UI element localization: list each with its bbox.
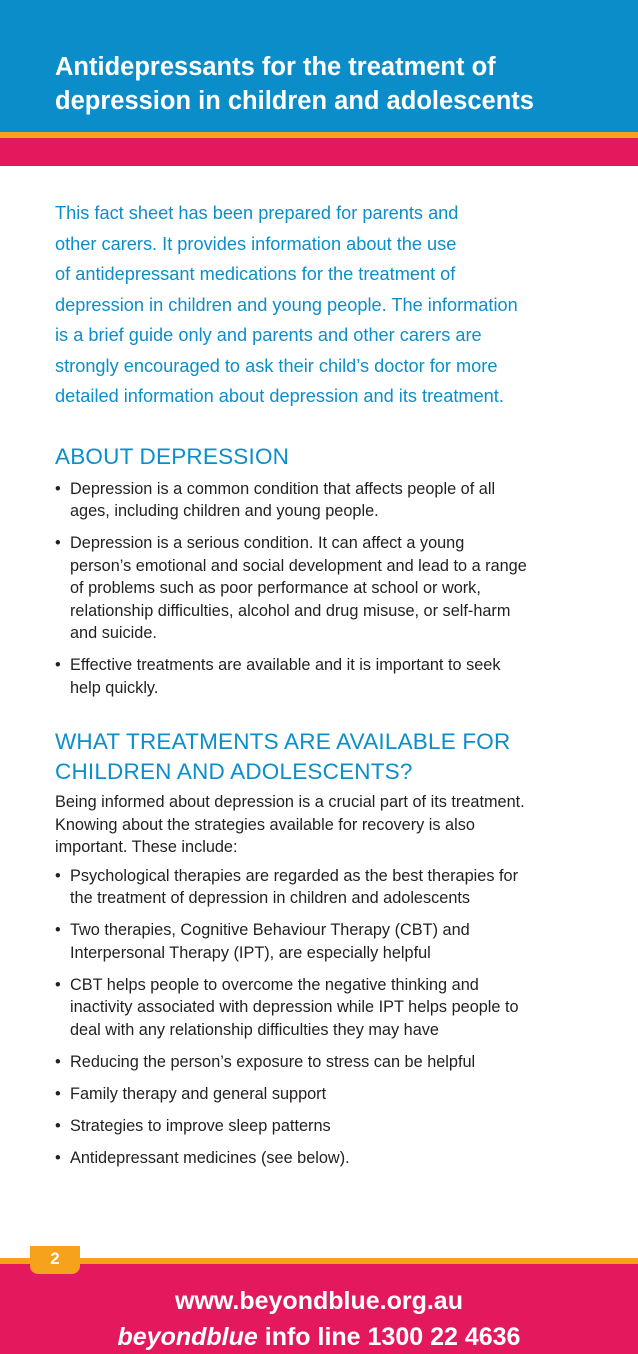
- list-item: • Strategies to improve sleep patterns: [55, 1115, 600, 1138]
- website-link[interactable]: www.beyondblue.org.au: [175, 1287, 463, 1315]
- info-line: [0, 1322, 638, 1352]
- header-banner: [0, 0, 638, 132]
- list-item: • Reducing the person’s exposure to stress can be helpful: [55, 1051, 600, 1074]
- header-stripe-pink: [0, 138, 638, 166]
- intro-paragraph: This fact sheet has been prepared for parents and other carers. It provides information about the use of antidepressant medications for the treatment of depression in children and young people. The information is a brief guide only and parents and other carers are strongly encouraged to ask their child’s doctor for more detailed information about depression and its treatment.: [55, 203, 518, 406]
- list-item: • Psychological therapies are regarded as the best therapies for the treatment of depression in children and adolescents: [55, 865, 600, 910]
- list-item: • Depression is a common condition that affects people of all ages, including children and young people.: [55, 478, 600, 523]
- list-item: • Effective treatments are available and it is important to seek help quickly.: [55, 654, 600, 699]
- list-item: • Family therapy and general support: [55, 1083, 600, 1106]
- treatments-paragraph: Being informed about depression is a crucial part of its treatment. Knowing about the strategies available for recovery is also important. These include:: [55, 793, 525, 856]
- treatments-list: [55, 865, 600, 1170]
- list-item: • Depression is a serious condition. It can affect a young person’s emotional and social development and lead to a range of problems such as poor performance at school or work, relationship difficulties, alcohol and drug misuse, or self-harm and suicide.: [55, 532, 600, 645]
- list-item: • CBT helps people to overcome the negative thinking and inactivity associated with depression while IPT helps people to deal with any relationship difficulties they may have: [55, 974, 600, 1042]
- about-depression-list: [55, 478, 600, 700]
- page-title: Antidepressants for the treatment of depression in children and adolescents: [55, 53, 534, 115]
- treatments-heading: WHAT TREATMENTS ARE AVAILABLE FOR CHILDREN AND ADOLESCENTS?: [55, 729, 511, 784]
- list-item: • Two therapies, Cognitive Behaviour Therapy (CBT) and Interpersonal Therapy (IPT), are especially helpful: [55, 919, 600, 964]
- page-number-badge: 2: [30, 1246, 80, 1274]
- brand-name: beyondblue: [117, 1323, 258, 1351]
- info-line-text: info line 1300 22 4636: [257, 1323, 521, 1351]
- about-depression-heading: ABOUT DEPRESSION: [55, 443, 290, 469]
- main-content: [55, 198, 600, 1179]
- list-item: • Antidepressant medicines (see below).: [55, 1147, 600, 1170]
